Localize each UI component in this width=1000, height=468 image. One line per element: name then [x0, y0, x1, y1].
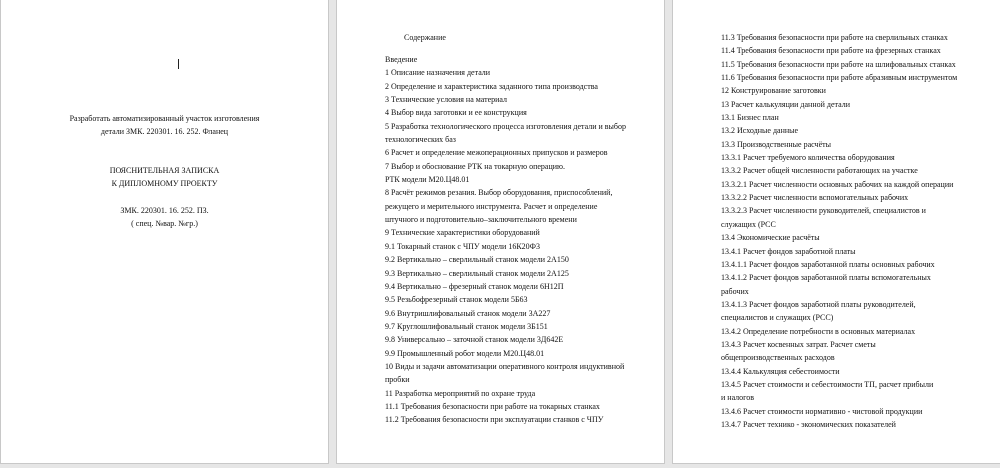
- toc-entry: 13.4.1 Расчет фондов заработной платы: [721, 246, 856, 256]
- toc-entry: 9.4 Вертикально – фрезерный станок модели 6Н12П: [385, 281, 564, 291]
- title-line-2: К ДИПЛОМНОМУ ПРОЕКТУ: [111, 179, 218, 188]
- toc-entry: 12 Конструирование заготовки: [721, 86, 826, 96]
- specialty-line: ( спец. №вар. №гр.): [131, 219, 198, 228]
- toc-entry: 13.3.2 Расчет общей численности работающих на участке: [721, 166, 918, 176]
- toc-entry: 13.3 Производственные расчёты: [721, 139, 831, 149]
- toc-entry: режущего и мерительного инструмента. Расчет и определение: [385, 201, 598, 211]
- table-of-contents: [385, 53, 626, 427]
- toc-entry: 10 Виды и задачи автоматизации оперативного контроля индуктивной: [385, 361, 625, 371]
- toc-entry: 13.4.1.1 Расчет фондов заработанной платы основных рабочих: [721, 259, 935, 269]
- document-page-contents-continued[interactable]: [672, 0, 1000, 464]
- toc-entry: 13.3.2.3 Расчет численности руководителей, специалистов и: [721, 206, 926, 216]
- table-of-contents-continued: [721, 31, 957, 431]
- toc-entry: штучного и подготовительно–заключительного времени: [385, 215, 577, 225]
- document-code: ЗМК. 220301. 16. 252. ПЗ.: [120, 206, 209, 215]
- toc-entry: 2 Определение и характеристика заданного типа производства: [385, 81, 598, 91]
- toc-entry: 13.4.1.3 Расчет фондов заработной платы руководителей,: [721, 299, 916, 309]
- toc-entry: 11.5 Требования безопасности при работе на шлифовальных станках: [721, 59, 956, 69]
- toc-entry: 9.2 Вертикально – сверлильный станок модели 2А150: [385, 255, 569, 265]
- text-cursor: [178, 59, 179, 69]
- contents-heading: Содержание: [404, 33, 446, 42]
- toc-entry: пробки: [385, 375, 410, 385]
- toc-entry: 1 Описание назначения детали: [385, 68, 491, 78]
- toc-entry: Введение: [385, 55, 418, 64]
- toc-entry: 13.2 Исходные данные: [721, 126, 799, 136]
- toc-entry: 3 Технические условия на материал: [385, 95, 508, 105]
- toc-entry: специалистов и служащих (РСС): [721, 313, 834, 323]
- toc-entry: 6 Расчет и определение межоперационных припусков и размеров: [385, 148, 608, 158]
- toc-entry: 13.4.2 Определение потребности в основных материалах: [721, 326, 916, 336]
- toc-entry: 9.6 Внутришлифовальный станок модели 3А227: [385, 308, 551, 318]
- toc-entry: 13.1 Бизнес план: [721, 113, 779, 123]
- toc-entry: рабочих: [721, 286, 749, 296]
- toc-entry: 13 Расчет калькуляции данной детали: [721, 99, 850, 109]
- toc-entry: 9.7 Круглошлифовальный станок модели 3Б151: [385, 321, 548, 331]
- toc-entry: РТК модели М20.Ц48.01: [385, 175, 470, 185]
- toc-entry: 9.3 Вертикально – сверлильный станок модели 2А125: [385, 268, 569, 278]
- toc-entry: 13.4.7 Расчет технико - экономических показателей: [721, 419, 896, 429]
- toc-entry: 13.4 Экономические расчёты: [721, 233, 820, 243]
- toc-entry: 9.8 Универсально – заточной станок модели 3Д642Е: [385, 335, 564, 345]
- toc-entry: общепроизводственных расходов: [721, 353, 835, 363]
- toc-entry: служащих (РСС: [721, 219, 776, 229]
- toc-entry: 13.4.1.2 Расчет фондов заработанной платы вспомогательных: [721, 273, 931, 283]
- task-line-1: Разработать автоматизированный участок изготовления: [69, 114, 260, 123]
- toc-entry: 13.4.3 Расчет косвенных затрат. Расчет сметы: [721, 339, 876, 349]
- document-page-contents[interactable]: [336, 0, 665, 464]
- toc-entry: 9 Технические характеристики оборудований: [385, 228, 540, 238]
- toc-entry: технологических баз: [385, 135, 456, 145]
- toc-entry: 13.3.1 Расчет требуемого количества оборудования: [721, 153, 895, 163]
- toc-entry: 11 Разработка мероприятий по охране труда: [385, 388, 536, 398]
- toc-entry: 7 Выбор и обоснование РТК на токарную операцию.: [385, 161, 565, 171]
- toc-entry: 4 Выбор вида заготовки и ее конструкция: [385, 108, 527, 118]
- toc-entry: 13.4.4 Калькуляция себестоимости: [721, 366, 840, 376]
- task-line-2: детали ЗМК. 220301. 16. 252. Фланец: [100, 127, 229, 136]
- toc-entry: 13.3.2.1 Расчет численности основных рабочих на каждой операции: [721, 179, 954, 189]
- document-page-title[interactable]: [0, 0, 329, 464]
- toc-entry: 11.3 Требования безопасности при работе на сверлильных станках: [721, 33, 948, 42]
- toc-entry: 11.4 Требования безопасности при работе на фрезерных станках: [721, 46, 941, 56]
- toc-entry: 11.6 Требования безопасности при работе абразивным инструментом: [721, 73, 958, 83]
- toc-entry: 13.4.6 Расчет стоимости нормативно - чистовой продукции: [721, 406, 923, 416]
- toc-entry: 5 Разработка технологического процесса изготовления детали и выбор: [385, 121, 626, 131]
- toc-entry: 9.9 Промышленный робот модели М20.Ц48.01: [385, 348, 545, 358]
- toc-entry: 8 Расчёт режимов резания. Выбор оборудования, приспособлений,: [385, 188, 613, 198]
- title-line-1: ПОЯСНИТЕЛЬНАЯ ЗАПИСКА: [109, 166, 220, 175]
- toc-entry: и налогов: [721, 393, 755, 403]
- toc-entry: 9.5 Резьбофрезерный станок модели 5Б63: [385, 295, 528, 305]
- toc-entry: 13.3.2.2 Расчет численности вспомогательных рабочих: [721, 193, 909, 203]
- toc-entry: 11.2 Требования безопасности при эксплуатации станков с ЧПУ: [385, 415, 604, 425]
- toc-entry: 13.4.5 Расчет стоимости и себестоимости ТП, расчет прибыли: [721, 379, 934, 389]
- toc-entry: 9.1 Токарный станок с ЧПУ модели 16К20Ф3: [385, 241, 540, 251]
- toc-entry: 11.1 Требования безопасности при работе на токарных станках: [385, 401, 600, 411]
